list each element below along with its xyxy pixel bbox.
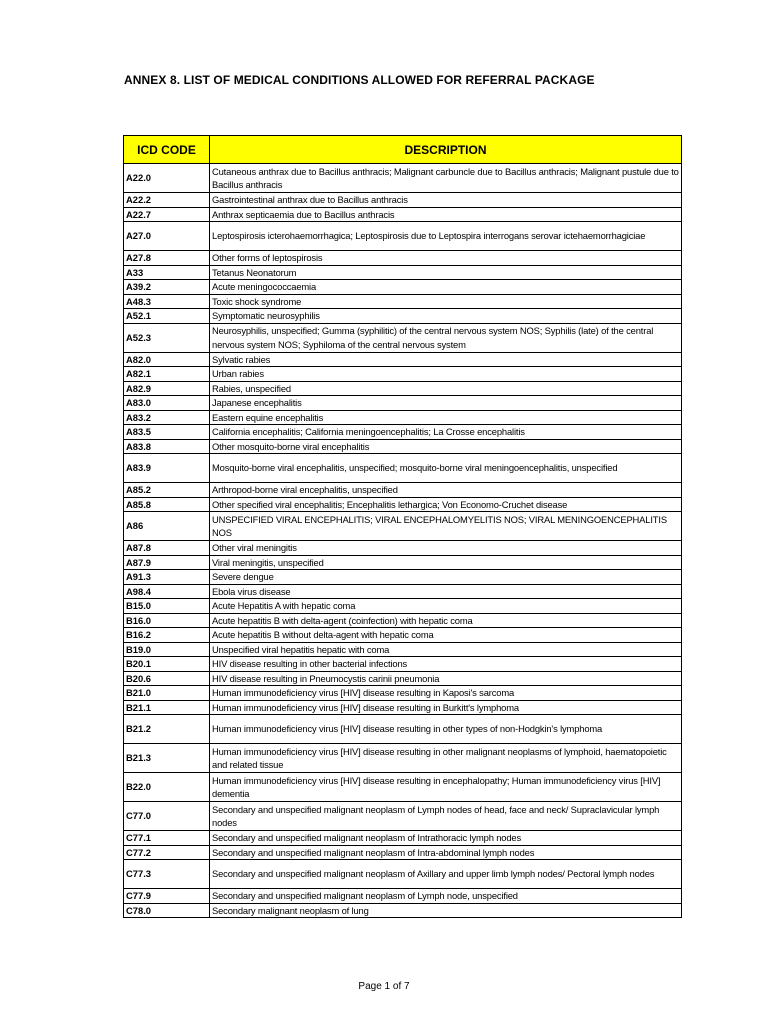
- icd-code-cell: B22.0: [124, 773, 210, 802]
- description-cell: Viral meningitis, unspecified: [210, 555, 682, 570]
- description-cell: Toxic shock syndrome: [210, 294, 682, 309]
- description-cell: Acute hepatitis B with delta-agent (coinfection) with hepatic coma: [210, 613, 682, 628]
- icd-code-cell: A83.8: [124, 439, 210, 454]
- description-cell: Cutaneous anthrax due to Bacillus anthracis; Malignant carbuncle due to Bacillus anthracis; Malignant pustule due to Bacillus anthracis: [210, 164, 682, 193]
- icd-code-cell: A98.4: [124, 584, 210, 599]
- table-row: [124, 700, 682, 715]
- description-cell: Neurosyphilis, unspecified; Gumma (syphilitic) of the central nervous system NOS; Syphilis (late) of the central nervous system NOS; Syphiloma of the central nervous system: [210, 323, 682, 352]
- description-cell: Secondary and unspecified malignant neoplasm of Intrathoracic lymph nodes: [210, 831, 682, 846]
- icd-code-cell: A48.3: [124, 294, 210, 309]
- table-row: [124, 584, 682, 599]
- table-row: [124, 164, 682, 193]
- description-cell: Secondary and unspecified malignant neoplasm of Intra-abdominal lymph nodes: [210, 845, 682, 860]
- icd-code-cell: B21.0: [124, 686, 210, 701]
- table-row: [124, 454, 682, 483]
- icd-code-cell: A86: [124, 512, 210, 541]
- description-cell: Human immunodeficiency virus [HIV] disease resulting in other types of non-Hodgkin's lymphoma: [210, 715, 682, 744]
- table-row: [124, 860, 682, 889]
- description-cell: Secondary and unspecified malignant neoplasm of Lymph node, unspecified: [210, 889, 682, 904]
- description-cell: Anthrax septicaemia due to Bacillus anthracis: [210, 207, 682, 222]
- icd-code-cell: B19.0: [124, 642, 210, 657]
- table-row: [124, 555, 682, 570]
- table-row: [124, 251, 682, 266]
- description-cell: California encephalitis; California meningoencephalitis; La Crosse encephalitis: [210, 425, 682, 440]
- description-cell: UNSPECIFIED VIRAL ENCEPHALITIS; VIRAL ENCEPHALOMYELITIS NOS; VIRAL MENINGOENCEPHALITIS NOS: [210, 512, 682, 541]
- table-row: [124, 352, 682, 367]
- table-row: [124, 309, 682, 324]
- table-row: [124, 222, 682, 251]
- icd-code-cell: B20.1: [124, 657, 210, 672]
- icd-code-cell: B20.6: [124, 671, 210, 686]
- table-row: [124, 773, 682, 802]
- icd-code-cell: A52.1: [124, 309, 210, 324]
- icd-code-cell: A83.9: [124, 454, 210, 483]
- icd-code-cell: A82.1: [124, 367, 210, 382]
- table-row: [124, 280, 682, 295]
- header-icd-code: ICD CODE: [124, 136, 210, 164]
- table-row: [124, 265, 682, 280]
- icd-code-cell: C77.0: [124, 802, 210, 831]
- icd-code-cell: A85.2: [124, 483, 210, 498]
- icd-code-cell: A22.7: [124, 207, 210, 222]
- icd-code-cell: A27.8: [124, 251, 210, 266]
- description-cell: Rabies, unspecified: [210, 381, 682, 396]
- description-cell: Human immunodeficiency virus [HIV] disease resulting in other malignant neoplasms of lymphoid, haematopoietic and related tissue: [210, 744, 682, 773]
- table-row: [124, 657, 682, 672]
- table-row: [124, 425, 682, 440]
- table-body: [124, 164, 682, 918]
- icd-code-cell: A82.9: [124, 381, 210, 396]
- icd-code-cell: C77.2: [124, 845, 210, 860]
- table-row: [124, 294, 682, 309]
- table-row: [124, 439, 682, 454]
- table-row: [124, 396, 682, 411]
- table-row: [124, 831, 682, 846]
- icd-code-cell: A85.8: [124, 497, 210, 512]
- icd-code-cell: A52.3: [124, 323, 210, 352]
- table-row: [124, 845, 682, 860]
- description-cell: Symptomatic neurosyphilis: [210, 309, 682, 324]
- table-row: [124, 367, 682, 382]
- description-cell: Ebola virus disease: [210, 584, 682, 599]
- table-row: [124, 483, 682, 498]
- description-cell: Sylvatic rabies: [210, 352, 682, 367]
- description-cell: Mosquito-borne viral encephalitis, unspecified; mosquito-borne viral meningoencephalitis, unspecified: [210, 454, 682, 483]
- table-row: [124, 193, 682, 208]
- table-row: [124, 744, 682, 773]
- icd-code-cell: A83.5: [124, 425, 210, 440]
- table-row: [124, 686, 682, 701]
- description-cell: Acute hepatitis B without delta-agent with hepatic coma: [210, 628, 682, 643]
- icd-code-cell: A83.0: [124, 396, 210, 411]
- icd-code-cell: C77.3: [124, 860, 210, 889]
- description-cell: Leptospirosis icterohaemorrhagica; Leptospirosis due to Leptospira interrogans serovar ictehaemorrhagiciae: [210, 222, 682, 251]
- icd-code-cell: A83.2: [124, 410, 210, 425]
- icd-code-cell: C77.9: [124, 889, 210, 904]
- table-row: [124, 889, 682, 904]
- table-row: [124, 613, 682, 628]
- icd-code-cell: A91.3: [124, 570, 210, 585]
- description-cell: Other specified viral encephalitis; Encephalitis lethargica; Von Economo-Cruchet disease: [210, 497, 682, 512]
- description-cell: Other mosquito-borne viral encephalitis: [210, 439, 682, 454]
- table-row: [124, 642, 682, 657]
- description-cell: Human immunodeficiency virus [HIV] disease resulting in Burkitt's lymphoma: [210, 700, 682, 715]
- description-cell: Secondary malignant neoplasm of lung: [210, 903, 682, 918]
- description-cell: Unspecified viral hepatitis hepatic with coma: [210, 642, 682, 657]
- icd-code-cell: B16.0: [124, 613, 210, 628]
- icd-code-cell: B21.1: [124, 700, 210, 715]
- icd-code-cell: B16.2: [124, 628, 210, 643]
- document-title: ANNEX 8. LIST OF MEDICAL CONDITIONS ALLOWED FOR REFERRAL PACKAGE: [124, 73, 595, 87]
- table-row: [124, 715, 682, 744]
- description-cell: Japanese encephalitis: [210, 396, 682, 411]
- table-row: [124, 541, 682, 556]
- description-cell: Gastrointestinal anthrax due to Bacillus anthracis: [210, 193, 682, 208]
- description-cell: Arthropod-borne viral encephalitis, unspecified: [210, 483, 682, 498]
- description-cell: Acute meningococcaemia: [210, 280, 682, 295]
- header-description: DESCRIPTION: [210, 136, 682, 164]
- icd-code-cell: C78.0: [124, 903, 210, 918]
- table-row: [124, 381, 682, 396]
- table-row: [124, 599, 682, 614]
- icd-code-cell: A33: [124, 265, 210, 280]
- icd-code-cell: C77.1: [124, 831, 210, 846]
- table-row: [124, 671, 682, 686]
- description-cell: HIV disease resulting in Pneumocystis carinii pneumonia: [210, 671, 682, 686]
- table-row: [124, 323, 682, 352]
- description-cell: Severe dengue: [210, 570, 682, 585]
- description-cell: Human immunodeficiency virus [HIV] disease resulting in encephalopathy; Human immunodeficiency virus [HIV] dementia: [210, 773, 682, 802]
- description-cell: Secondary and unspecified malignant neoplasm of Lymph nodes of head, face and neck/ Supraclavicular lymph nodes: [210, 802, 682, 831]
- icd-code-cell: A87.8: [124, 541, 210, 556]
- table-header-row: [124, 136, 682, 164]
- description-cell: Human immunodeficiency virus [HIV] disease resulting in Kaposi's sarcoma: [210, 686, 682, 701]
- description-cell: Urban rabies: [210, 367, 682, 382]
- description-cell: Eastern equine encephalitis: [210, 410, 682, 425]
- table-row: [124, 903, 682, 918]
- table-row: [124, 410, 682, 425]
- table-row: [124, 207, 682, 222]
- table-row: [124, 570, 682, 585]
- icd-code-cell: A87.9: [124, 555, 210, 570]
- table-row: [124, 497, 682, 512]
- page-number: Page 1 of 7: [358, 981, 410, 992]
- description-cell: Other viral meningitis: [210, 541, 682, 556]
- icd-code-cell: A22.0: [124, 164, 210, 193]
- icd-code-cell: B21.2: [124, 715, 210, 744]
- icd-code-cell: A27.0: [124, 222, 210, 251]
- table-row: [124, 802, 682, 831]
- description-cell: HIV disease resulting in other bacterial infections: [210, 657, 682, 672]
- icd-code-cell: B21.3: [124, 744, 210, 773]
- icd-table: [123, 135, 682, 918]
- icd-code-cell: A39.2: [124, 280, 210, 295]
- icd-code-cell: A22.2: [124, 193, 210, 208]
- icd-code-cell: B15.0: [124, 599, 210, 614]
- description-cell: Other forms of leptospirosis: [210, 251, 682, 266]
- description-cell: Tetanus Neonatorum: [210, 265, 682, 280]
- table-row: [124, 512, 682, 541]
- description-cell: Secondary and unspecified malignant neoplasm of Axillary and upper limb lymph nodes/ Pectoral lymph nodes: [210, 860, 682, 889]
- description-cell: Acute Hepatitis A with hepatic coma: [210, 599, 682, 614]
- icd-code-cell: A82.0: [124, 352, 210, 367]
- table-row: [124, 628, 682, 643]
